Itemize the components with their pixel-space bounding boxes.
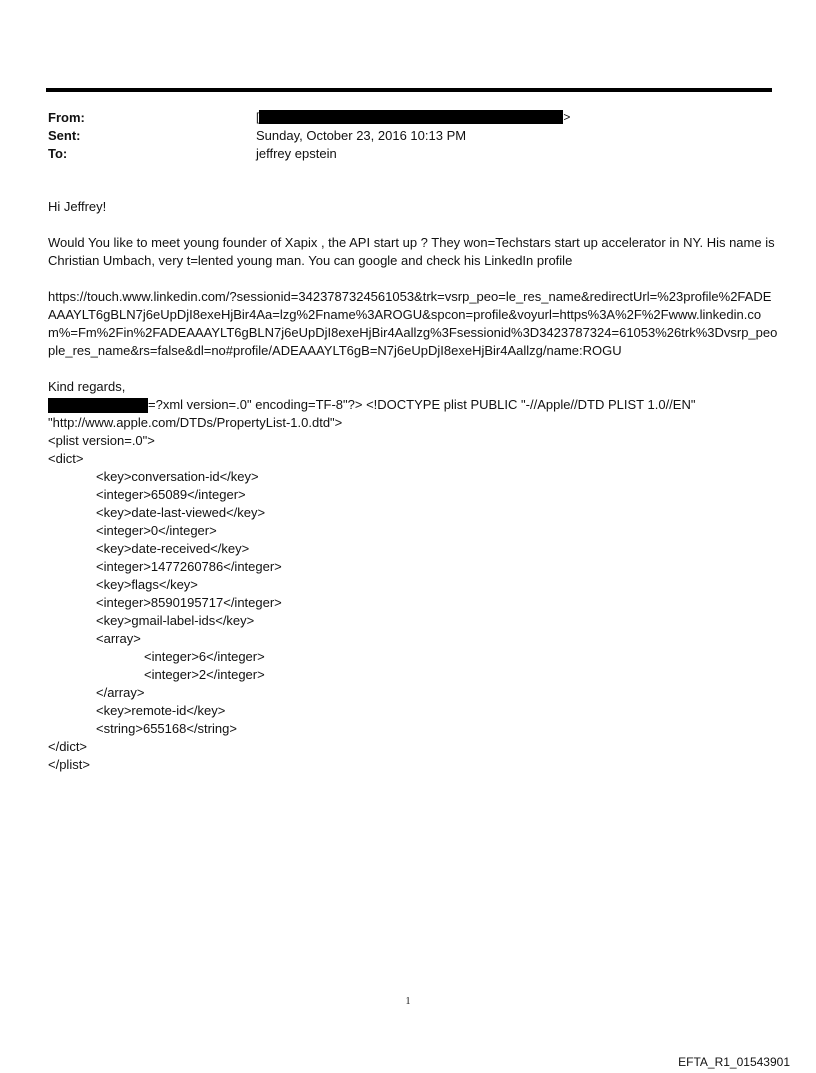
- dict-line: <array>: [96, 631, 141, 646]
- sent-label: Sent:: [48, 127, 81, 143]
- signature-redaction-bar: [48, 398, 148, 413]
- dict-open: <dict>: [48, 451, 84, 466]
- bates-number: EFTA_R1_01543901: [678, 1055, 790, 1069]
- linkedin-link: https://touch.www.linkedin.com/?sessionid=3423787324561053&trk=vsrp_peo=le_res_name&redirectUrl=%23profile%2FADEAAAYLT6gBLN7j6eUpDjI8exeHjBir4Aa=lzg%2Fname%3AROGU&spcon=profile&voyurl=https%3A%2F%2Fwww.linkedin.com%=Fm%2Fin%2FADEAAAYLT6gBLN7j6eUpDjI8exeHjBir4Aallzg%3Fsessionid%3D3423787324=61053%26trk%3Dvsrp_people_res_name&rs=false&dl=no#profile/ADEAAAYLT6gB=N7j6eUpDjI8exeHjBir4Aallzg/name:ROGU: [48, 289, 778, 358]
- from-row: [48, 108, 768, 126]
- xml-dtd-line: "http://www.apple.com/DTDs/PropertyList-1.0.dtd">: [48, 415, 343, 430]
- remote-key: <key>remote-id</key>: [96, 703, 226, 718]
- dict-line: <integer>0</integer>: [96, 523, 217, 538]
- plist-open: <plist version=.0">: [48, 433, 155, 448]
- from-open-bracket: [: [256, 110, 260, 124]
- header-rule: [46, 88, 772, 92]
- array-item: <integer>6</integer>: [144, 649, 265, 664]
- page-number: 1: [405, 996, 411, 1007]
- email-header: [48, 108, 768, 162]
- dict-line: <key>date-last-viewed</key>: [96, 505, 266, 520]
- dict-line: <key>flags</key>: [96, 577, 198, 592]
- from-value: [256, 110, 570, 124]
- xml-header-tail: =?xml version=.0" encoding=TF-8"?> <!DOCTYPE plist PUBLIC "-//Apple//DTD PLIST 1.0//EN": [148, 397, 696, 412]
- greeting: Hi Jeffrey!: [48, 199, 107, 214]
- dict-line: <integer>65089</integer>: [96, 487, 246, 502]
- body-paragraph: Would You like to meet young founder of Xapix , the API start up ? They won=Techstars start up accelerator in NY. His name is Christian Umbach, very t=lented young man. You can google and check his LinkedIn profile: [48, 235, 779, 268]
- dict-line: <integer>8590195717</integer>: [96, 595, 282, 610]
- remote-value: <string>655168</string>: [96, 721, 237, 736]
- array-item: <integer>2</integer>: [144, 667, 265, 682]
- sent-row: [48, 126, 768, 144]
- array-close: </array>: [96, 685, 145, 700]
- to-value: jeffrey epstein: [256, 145, 337, 161]
- to-label: To:: [48, 145, 68, 161]
- redaction-bar: [259, 110, 563, 124]
- from-label: From:: [48, 109, 85, 125]
- dict-close: </dict>: [48, 739, 88, 754]
- dict-line: <key>gmail-label-ids</key>: [96, 613, 255, 628]
- signature-line: [48, 396, 778, 414]
- from-close-bracket: >: [563, 110, 571, 124]
- dict-line: <key>date-received</key>: [96, 541, 250, 556]
- dict-line: <integer>1477260786</integer>: [96, 559, 282, 574]
- closing: Kind regards,: [48, 379, 126, 394]
- to-row: [48, 144, 768, 162]
- sent-value: Sunday, October 23, 2016 10:13 PM: [256, 127, 467, 143]
- signature-block: [48, 378, 778, 774]
- dict-line: <key>conversation-id</key>: [96, 469, 259, 484]
- email-body: [48, 198, 778, 774]
- plist-close: </plist>: [48, 757, 90, 772]
